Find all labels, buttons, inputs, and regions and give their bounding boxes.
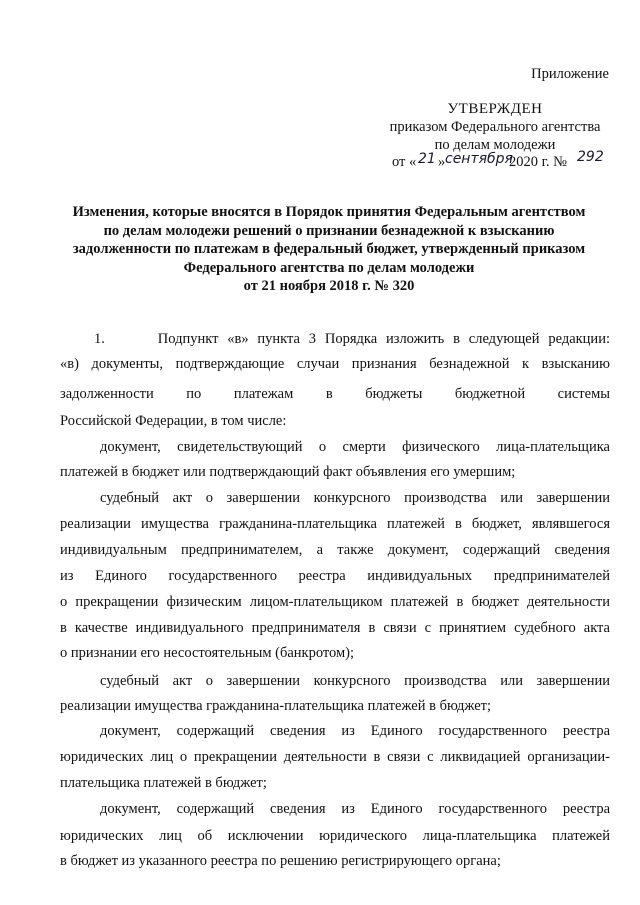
body-line: о прекращении физическим лицом-плательщиком платежей в бюджет деятельности <box>60 594 610 610</box>
approval-title: УТВЕРЖДЕН <box>447 101 543 117</box>
heading-line: по делам молодежи решений о признании безнадежной к взысканию <box>103 222 555 239</box>
body-line: задолженности по платежам в бюджеты бюджетной системы <box>60 386 610 402</box>
body-line: юридических лиц о прекращении деятельности в связи с ликвидацией организации- <box>60 749 610 765</box>
order-day-handwritten: 21 <box>418 151 436 167</box>
body-line: о признании его несостоятельным (банкротом); <box>60 645 355 661</box>
body-line: юридических лиц об исключении юридического лица-плательщика платежей <box>60 828 610 844</box>
heading-line: от 21 ноября 2018 г. № 320 <box>243 278 415 294</box>
order-from-prefix: от « <box>392 154 417 170</box>
body-line: реализации имущества гражданина-плательщика платежей в бюджет; <box>60 698 492 714</box>
body-line: судебный акт о завершении конкурсного производства или завершении <box>100 490 610 506</box>
body-line: реализации имущества гражданина-плательщика платежей в бюджет, являвшегося <box>60 516 610 532</box>
body-line: в бюджет из указанного реестра по решению регистрирующего органа; <box>60 853 501 869</box>
body-line: в качестве индивидуального предпринимателя в связи с принятием судебного акта <box>60 620 610 636</box>
body-line: 1. Подпункт «в» пункта 3 Порядка изложить в следующей редакции: <box>94 331 610 347</box>
appendix-label: Приложение <box>531 66 609 82</box>
body-line: плательщика платежей в бюджет; <box>60 775 267 791</box>
body-line: платежей в бюджет или подтверждающий факт объявления его умершим; <box>60 464 516 480</box>
order-month-handwritten: сентября <box>445 151 513 167</box>
body-line: «в) документы, подтверждающие случаи признания безнадежной к взысканию <box>60 356 610 372</box>
body-line: из Единого государственного реестра индивидуальных предпринимателей <box>60 568 610 584</box>
approval-block <box>380 100 610 154</box>
approval-line-1: приказом Федерального агентства <box>389 119 601 135</box>
heading-line: задолженности по платежам в федеральный бюджет, утвержденный приказом <box>72 241 586 257</box>
body-line: документ, содержащий сведения из Единого государственного реестра <box>100 723 610 739</box>
body-line: индивидуальным предпринимателем, а также документ, содержащий сведения <box>60 542 610 558</box>
body-line: Российской Федерации, в том числе: <box>60 413 287 429</box>
body-line: судебный акт о завершении конкурсного производства или завершении <box>100 673 610 689</box>
document-heading <box>55 203 603 296</box>
body-line: документ, свидетельствующий о смерти физического лица-плательщика <box>100 439 610 455</box>
order-number-handwritten: 292 <box>577 149 604 165</box>
heading-line: Изменения, которые вносятся в Порядок принятия Федеральным агентством <box>72 204 586 220</box>
order-from-mid: » <box>438 154 446 170</box>
heading-line: Федерального агентства по делам молодежи <box>183 259 475 276</box>
body-line: документ, содержащий сведения из Единого государственного реестра <box>100 801 610 817</box>
approval-line-2: по делам молодежи <box>434 137 556 153</box>
order-year-text: 2020 г. № <box>509 154 568 170</box>
